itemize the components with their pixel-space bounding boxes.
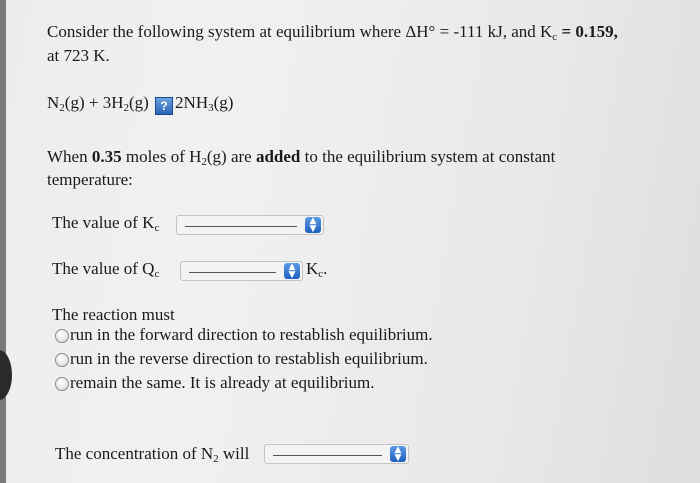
nh3-subscript: 3 [208,102,214,114]
condition-line-2: temperature: [47,170,133,189]
product-nh3: 2NH [175,93,209,112]
updown-chevron-icon[interactable]: ▲ ▼ [284,263,300,279]
radio-same[interactable] [55,377,69,391]
kc-dropdown[interactable] [176,215,324,235]
question-text: Consider the following system at equilibrium where ΔH° = -111 kJ, and K [47,22,553,41]
n2-label [55,443,249,465]
radio-reverse[interactable] [55,353,69,367]
qc-dropdown[interactable] [180,261,303,281]
condition-text: When [47,147,92,166]
kc-label [52,212,159,234]
kc-suffix: K [306,259,319,278]
reactant-h2: (g) + 3H [64,93,124,112]
page-edge [0,0,6,483]
option-reverse[interactable]: run in the reverse direction to restablish equilibrium. [70,349,428,368]
updown-chevron-icon[interactable]: ▲ ▼ [390,446,406,462]
moles-amount: 0.35 [91,147,122,166]
kc-label-text: The value of K [52,213,155,232]
qc-label [52,258,159,280]
kc-subscript: c [552,31,558,43]
kc-suffix-period: . [323,259,328,278]
updown-chevron-icon[interactable]: ▲ ▼ [305,217,321,233]
kc-dropdown-placeholder [185,226,297,227]
option-same[interactable]: remain the same. It is already at equilibrium. [70,373,375,392]
qc-label-text: The value of Q [52,259,155,278]
h2-subscript: 2 [123,102,129,114]
radio-forward[interactable] [55,329,69,343]
kc-value: = 0.159, [557,22,618,41]
nh3-state: (g) [213,93,234,112]
qc-suffix [306,258,327,280]
h2-state: (g) [128,93,149,112]
kc-label-subscript: c [154,222,160,234]
reactant-n2: N [47,93,60,112]
h2-subscript: 2 [201,156,207,168]
condition-text-4: to the equilibrium system at constant [300,147,556,166]
qc-dropdown-placeholder [189,272,276,273]
n2-dropdown-placeholder [273,455,382,456]
n2-dropdown[interactable] [264,444,409,464]
question-mark-icon[interactable]: ? [155,97,173,115]
reaction-equation [47,92,233,115]
n2-label-text: The concentration of N [55,444,214,463]
option-forward[interactable]: run in the forward direction to restablish equilibrium. [70,325,433,344]
n2-subscript: 2 [59,102,65,114]
condition-text-2: moles of H [121,147,202,166]
n2-label-end: will [218,444,250,463]
question-line-2: at 723 K. [47,46,110,65]
condition-line-1 [47,146,555,168]
condition-text-3: (g) are [206,147,256,166]
n2-label-subscript: 2 [213,453,219,465]
question-line-1 [47,21,618,43]
qc-label-subscript: c [154,268,160,280]
kc-suffix-subscript: c [318,268,324,280]
reaction-must-label: The reaction must [52,305,175,324]
condition-action: added [255,147,301,166]
